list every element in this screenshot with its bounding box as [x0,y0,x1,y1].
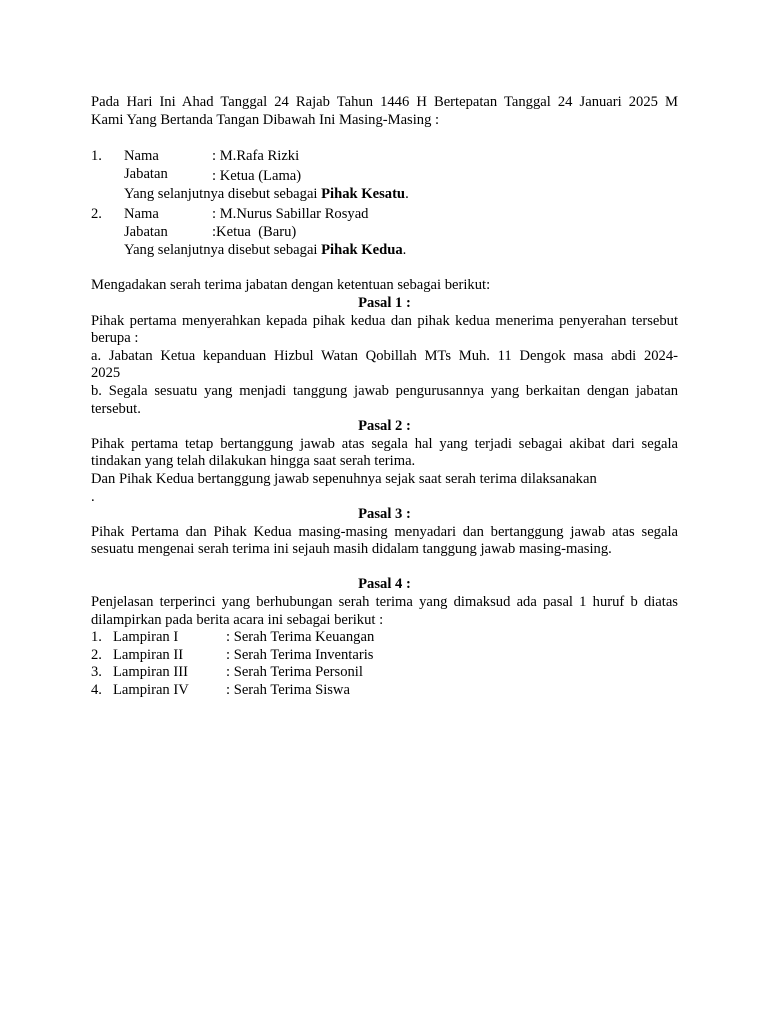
attachment-name: Lampiran II [113,646,184,663]
pasal-3-line-2: sesuatu mengenai serah terima ini sejauh masih didalam tanggung jawab masing-masing. [91,541,612,558]
party-2-number: 2. [91,205,102,222]
opening-line-1: Pada Hari Ini Ahad Tanggal 24 Rajab Tahun 1446 H Bertepatan Tanggal 24 Januari 2025 M [91,94,678,110]
attachment-list [91,629,678,699]
party-1-nama-label: Nama [124,147,159,164]
attachment-name: Lampiran III [113,664,188,681]
party-1-jabatan-row [91,166,678,185]
party-2-nama-label: Nama [124,205,159,222]
party-1-nama-value: : M.Rafa Rizki [212,147,300,164]
party-2-nama-row [91,206,678,224]
pasal-4-line-2: dilampirkan pada berita acara ini sebagai berikut : [91,611,384,628]
attachment-desc: : Serah Terima Personil [226,664,363,681]
party-1 [91,148,678,206]
attachment-number: 1. [91,629,102,646]
pasal-4-line-1: Penjelasan terperinci yang berhubungan serah terima yang dimaksud ada pasal 1 huruf b diatas [91,594,678,611]
attachment-desc: : Serah Terima Keuangan [226,629,375,646]
pasal-2-line-2: tindakan yang telah dilakukan hingga saat serah terima. [91,453,416,470]
spacer [91,559,678,577]
attachment-number: 2. [91,646,102,663]
attachment-item [91,647,678,665]
attachment-number: 4. [91,682,102,699]
pasal-1-text-line-1: Pihak pertama menyerahkan kepada pihak kedua dan pihak kedua menerima penyerahan tersebut [91,312,678,329]
pasal-3-title: Pasal 3 : [358,506,411,523]
document-body [91,94,678,700]
party-1-nama-row [91,148,678,166]
party-1-role: Pihak Kesatu [321,185,406,202]
party-1-jabatan-value: : Ketua (Lama) [212,167,302,184]
attachment-desc: : Serah Terima Siswa [226,682,350,699]
attachment-item [91,629,678,647]
party-2-jabatan-value: :Ketua (Baru) [212,223,297,240]
pasal-1-item-b-line-1: b. Segala sesuatu yang menjadi tanggung jawab pengurusannya yang berkaitan dengan jabatan [91,382,678,399]
pasal-1-item-b-line-2: tersebut. [91,400,141,417]
party-2-desc-prefix: Yang selanjutnya disebut sebagai [124,241,322,258]
party-2-desc-row [91,242,678,260]
party-1-desc-prefix: Yang selanjutnya disebut sebagai [124,185,322,202]
party-1-jabatan-label: Jabatan [124,165,168,182]
party-1-desc-row [91,185,678,206]
opening-line-2: Kami Yang Bertanda Tangan Dibawah Ini Masing-Masing : [91,111,440,128]
party-2-jabatan-label: Jabatan [124,223,168,240]
pasal-2-line-1: Pihak pertama tetap bertanggung jawab atas segala hal yang terjadi sebagai akibat dari segala [91,435,678,452]
party-2-desc [124,242,406,260]
party-2-desc-suffix: . [402,241,407,258]
party-2-jabatan-row [91,224,678,242]
attachment-item [91,682,678,700]
attachment-desc: : Serah Terima Inventaris [226,646,374,663]
intro-text: Mengadakan serah terima jabatan dengan ketentuan sebagai berikut: [91,277,491,294]
pasal-3-line-1: Pihak Pertama dan Pihak Kedua masing-masing menyadari dan bertanggung jawab atas segala [91,523,678,540]
spacer [91,260,678,278]
attachment-item [91,664,678,682]
attachment-name: Lampiran IV [113,682,189,699]
spacer [91,129,678,147]
attachment-number: 3. [91,664,102,681]
pasal-4-title: Pasal 4 : [358,576,411,593]
pasal-2-line-4: . [91,488,95,505]
pasal-2-line-3: Dan Pihak Kedua bertanggung jawab sepenuhnya sejak saat serah terima dilaksanakan [91,470,597,487]
party-2 [91,206,678,260]
attachment-name: Lampiran I [113,629,179,646]
pasal-1-item-a-line-1: a. Jabatan Ketua kepanduan Hizbul Watan Qobillah MTs Muh. 11 Dengok masa abdi 2024- [91,347,678,364]
pasal-1-item-a-line-2: 2025 [91,365,121,382]
party-2-nama-value: : M.Nurus Sabillar Rosyad [212,205,369,222]
pasal-1-title: Pasal 1 : [358,294,411,311]
party-1-desc-suffix: . [405,185,409,202]
party-1-number: 1. [91,147,102,164]
pasal-2-title: Pasal 2 : [358,418,411,435]
party-2-role: Pihak Kedua [321,241,403,258]
party-1-desc [124,186,409,204]
pasal-1-text-line-2: berupa : [91,330,139,347]
